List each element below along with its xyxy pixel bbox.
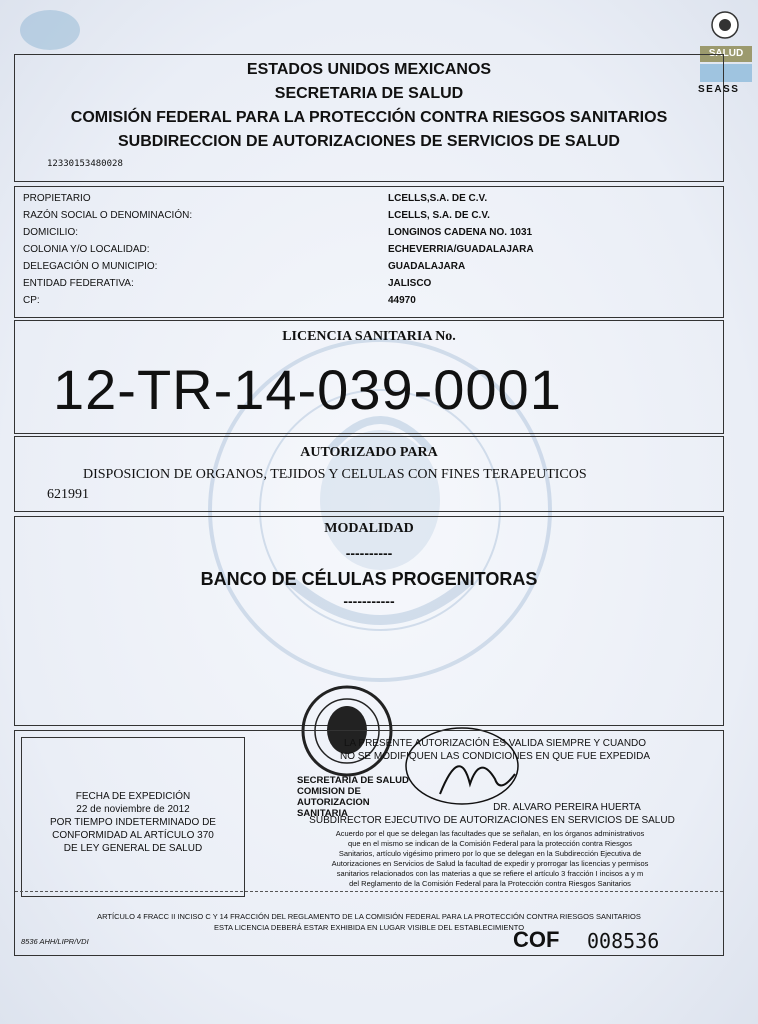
license-number: 12-TR-14-039-0001 xyxy=(53,358,562,421)
fine-line: Autorizaciones en Servicios de Salud la facultad de expedir y prorrogar las licencias y permisos xyxy=(331,859,649,868)
fine-line: Acuerdo por el que se delegan las facultades que se señalan, en los órganos administrativos xyxy=(335,829,645,838)
commission-title: COMISIÓN FEDERAL PARA LA PROTECCIÓN CONTRA RIESGOS SANITARIOS xyxy=(70,109,668,126)
stamp-line: SANITARIA xyxy=(297,808,349,819)
issue-date-box xyxy=(21,737,245,897)
owner-row-value: LCELLS,S.A. DE C.V. xyxy=(388,193,488,204)
signer-title: SUBDIRECTOR EJECUTIVO DE AUTORIZACIONES EN SERVICIOS DE SALUD xyxy=(309,815,675,826)
signer-name: DR. ALVARO PEREIRA HUERTA xyxy=(493,802,641,813)
subdirectorate-title: SUBDIRECCION DE AUTORIZACIONES DE SERVICIOS DE SALUD xyxy=(118,133,620,150)
owner-row-label: ENTIDAD FEDERATIVA: xyxy=(23,278,134,289)
legal-fine-print xyxy=(265,829,715,889)
activity-code: 621991 xyxy=(47,487,89,502)
owner-row-label: RAZÓN SOCIAL O DENOMINACIÓN: xyxy=(23,210,193,221)
article-line: ESTA LICENCIA DEBERÁ ESTAR EXHIBIDA EN LUGAR VISIBLE DEL ESTABLECIMIENTO xyxy=(213,923,525,932)
reference-code: 8536 AHH/LIPR/VDI xyxy=(21,937,89,946)
stamp-line: AUTORIZACION xyxy=(297,797,370,808)
owner-row-label: DELEGACIÓN O MUNICIPIO: xyxy=(23,261,158,272)
article-line: ARTÍCULO 4 FRACC II INCISO C Y 14 FRACCIÓN DEL REGLAMENTO DE LA COMISIÓN FEDERAL PARA LA PROTECCIÓN CONTRA RIESGOS SANITARIOS xyxy=(97,912,641,921)
issue-date-lines xyxy=(22,790,244,855)
modality-title: MODALIDAD xyxy=(324,521,414,536)
stamp-line: COMISION DE xyxy=(297,786,361,797)
validity-line: CONFORMIDAD AL ARTÍCULO 370 xyxy=(52,830,214,841)
license-box xyxy=(14,320,724,434)
owner-row-label: CP: xyxy=(23,295,40,306)
owner-row-label: DOMICILIO: xyxy=(23,227,79,238)
country-title: ESTADOS UNIDOS MEXICANOS xyxy=(246,61,492,78)
owner-box xyxy=(14,186,724,318)
authorized-description: DISPOSICION DE ORGANOS, TEJIDOS Y CELULAS CON FINES TERAPEUTICOS xyxy=(83,467,587,482)
modality-value: BANCO DE CÉLULAS PROGENITORAS xyxy=(200,569,538,589)
issue-date-label: FECHA DE EXPEDICIÓN xyxy=(75,791,191,802)
owner-row-label: PROPIETARIO xyxy=(23,193,91,204)
document-code: 12330153480028 xyxy=(47,159,123,169)
owner-row-label: COLONIA Y/O LOCALIDAD: xyxy=(23,244,150,255)
stamp-line: SECRETARIA DE SALUD xyxy=(297,775,409,786)
validity-condition xyxy=(285,737,705,763)
faded-seal-icon xyxy=(14,8,86,52)
authorized-title: AUTORIZADO PARA xyxy=(300,445,438,460)
footer-box xyxy=(14,730,724,956)
license-title: LICENCIA SANITARIA No. xyxy=(282,329,456,344)
ministry-title: SECRETARIA DE SALUD xyxy=(274,85,464,102)
header-box xyxy=(14,54,724,182)
condition-line: NO SE MODIFIQUEN LAS CONDICIONES EN QUE FUE EXPEDIDA xyxy=(339,751,651,762)
salud-label: SALUD xyxy=(700,46,752,62)
seass-label: SEASS xyxy=(698,84,740,95)
fine-line: que en el mismo se indican de la Comisión Federal para la protección contra Riesgos xyxy=(348,839,632,848)
owner-row-value: 44970 xyxy=(388,295,416,306)
fine-line: del Reglamento de la Comisión Federal para la Protección contra Riesgos Sanitarios xyxy=(349,879,631,888)
authorized-box xyxy=(14,436,724,512)
eagle-icon xyxy=(710,10,740,40)
cof-number: 008536 xyxy=(587,929,660,953)
fine-line: Sanitarios, artículo vigésimo primero por lo que se delegan en la Subdirección Ejecutiva de xyxy=(338,849,642,858)
cof-label: COF xyxy=(513,927,560,952)
owner-row-value: ECHEVERRIA/GUADALAJARA xyxy=(388,244,534,255)
owner-row-value: LONGINOS CADENA NO. 1031 xyxy=(388,227,533,238)
fine-line: sanitarios relacionados con las materias a que se refiere el artículo 3 fracción I incisos a y m xyxy=(336,869,644,878)
validity-line: DE LEY GENERAL DE SALUD xyxy=(63,843,203,854)
dotted-divider xyxy=(15,891,723,892)
owner-row-value: JALISCO xyxy=(388,278,432,289)
signer-block xyxy=(267,801,717,827)
owner-row-value: GUADALAJARA xyxy=(388,261,466,272)
dash-separator: ---------- xyxy=(345,545,393,561)
condition-line: LA PRESENTE AUTORIZACIÓN ES VALIDA SIEMPRE Y CUANDO xyxy=(343,738,647,749)
issue-date: 22 de noviembre de 2012 xyxy=(76,804,190,815)
owner-row-value: LCELLS, S.A. DE C.V. xyxy=(388,210,490,221)
validity-line: POR TIEMPO INDETERMINADO DE xyxy=(50,817,216,828)
dash-separator: ----------- xyxy=(343,593,395,609)
